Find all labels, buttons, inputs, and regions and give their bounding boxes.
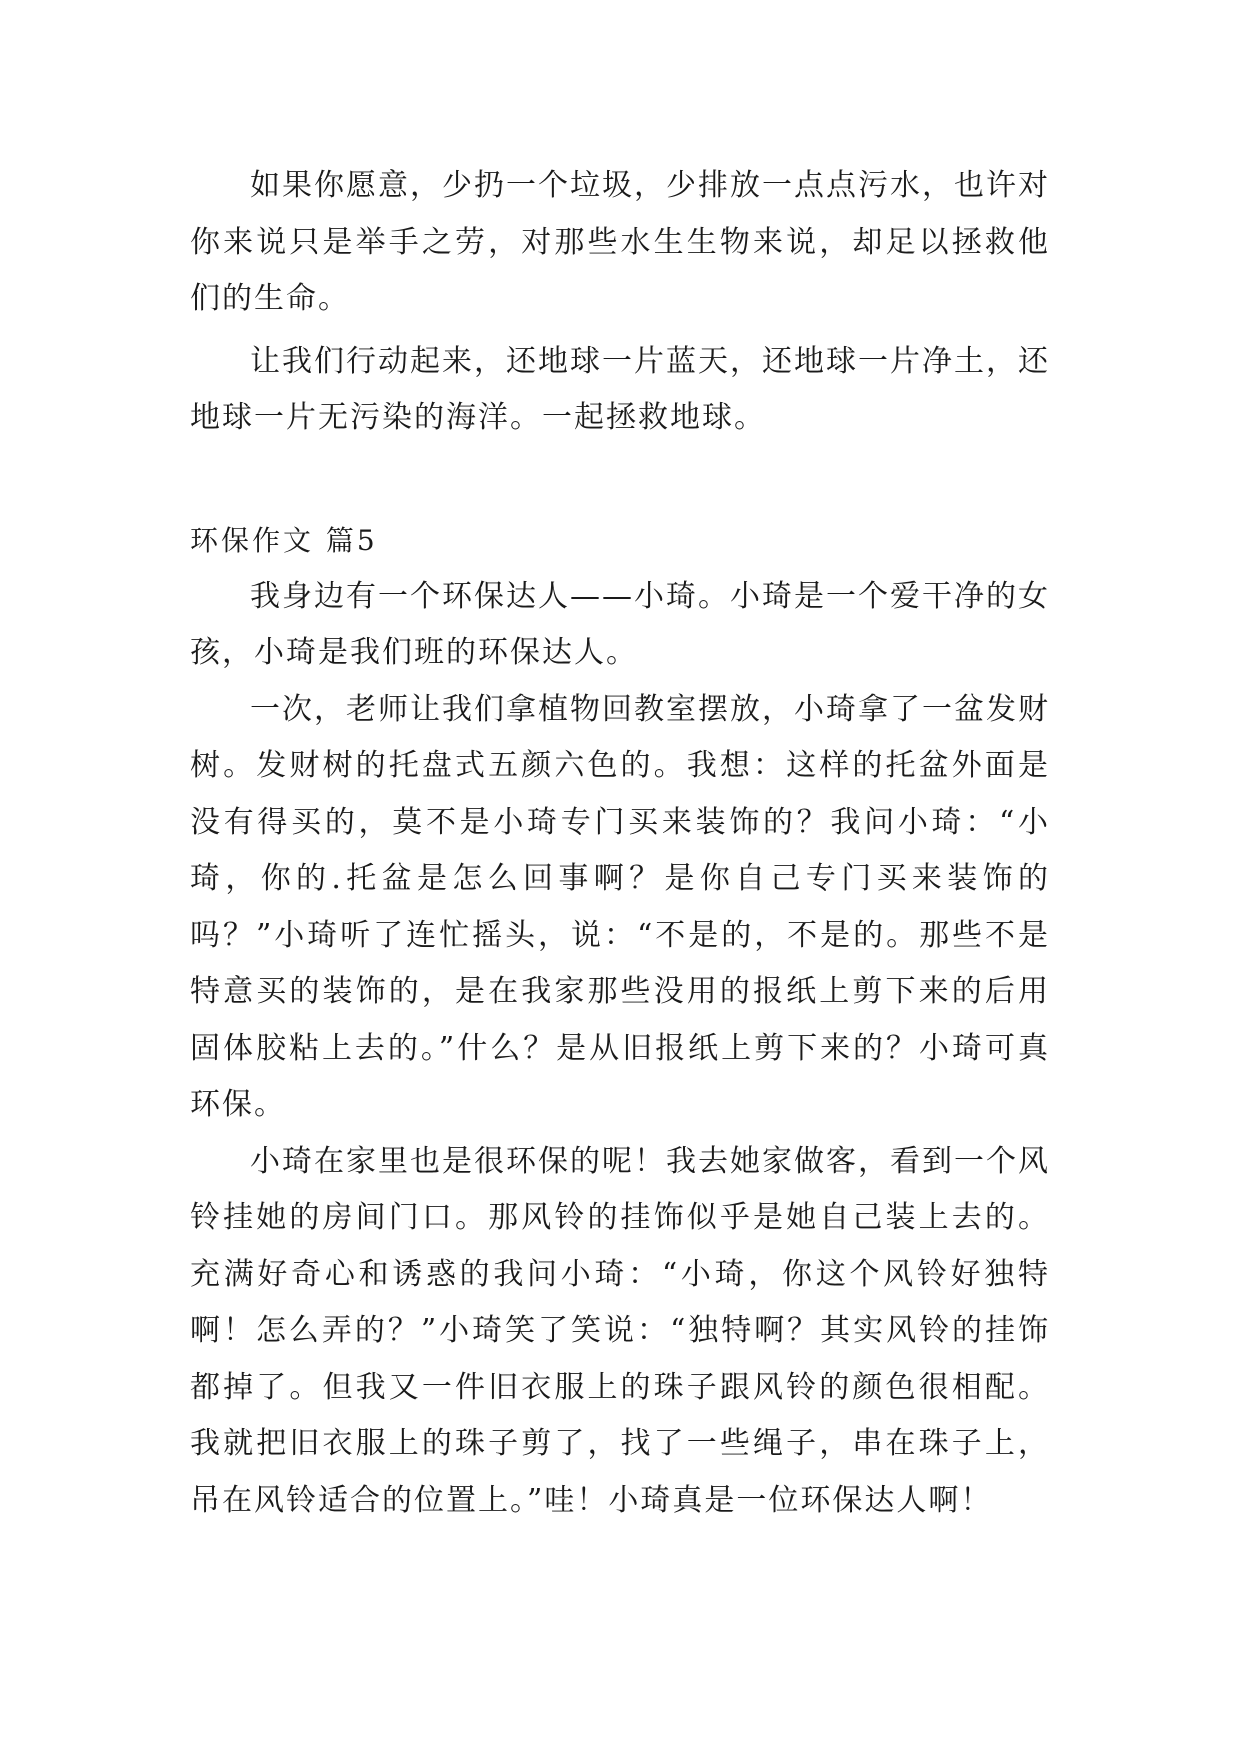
paragraph: 如果你愿意，少扔一个垃圾，少排放一点点污水，也许对你来说只是举手之劳，对那些水生生物来说，却足以拯救他们的生命。 [190, 168, 1050, 316]
paragraph: 一次，老师让我们拿植物回教室摆放，小琦拿了一盆发财树。发财树的托盘式五颜六色的。我想：这样的托盆外面是没有得买的，莫不是小琦专门买来装饰的？我问小琦：“小琦，你的.托盆是怎么回事啊？是你自己专门买来装饰的吗？”小琦听了连忙摇头，说：“不是的，不是的。那些不是特意买的装饰的，是在我家那些没用的报纸上剪下来的后用固体胶粘上去的。”什么？是从旧报纸上剪下来的？小琦可真环保。 [190, 691, 1050, 1122]
document-page [190, 0, 1050, 1529]
section-title: 环保作文 篇5 [190, 523, 378, 557]
paragraph: 小琦在家里也是很环保的呢！我去她家做客，看到一个风铃挂她的房间门口。那风铃的挂饰似乎是她自己装上去的。充满好奇心和诱惑的我问小琦：“小琦，你这个风铃好独特啊！怎么弄的？”小琦笑了笑说：“独特啊？其实风铃的挂饰都掉了。但我又一件旧衣服上的珠子跟风铃的颜色很相配。我就把旧衣服上的珠子剪了，找了一些绳子，串在珠子上，吊在风铃适合的位置上。”哇！小琦真是一位环保达人啊！ [190, 1143, 1050, 1518]
paragraph: 我身边有一个环保达人——小琦。小琦是一个爱干净的女孩，小琦是我们班的环保达人。 [190, 578, 1050, 670]
paragraph: 让我们行动起来，还地球一片蓝天，还地球一片净土，还地球一片无污染的海洋。一起拯救地球。 [190, 343, 1050, 435]
